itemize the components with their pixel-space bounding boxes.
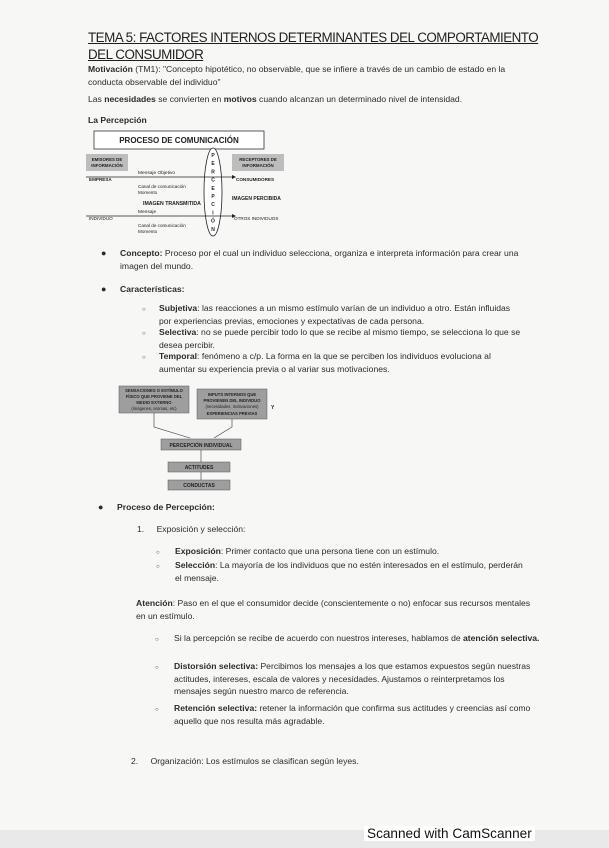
seleccion-label: Selección: [175, 560, 216, 570]
inputs-line3: (necesidades, motivaciones): [205, 404, 259, 409]
temporal-text: : fenómeno a c/p. La forma en la que se perciben los individuos evoluciona al aumentar su experiencia previa o al variar sus motivaciones.: [159, 351, 491, 374]
seleccion-text: : La mayoría de los individuos que no estén interesados en el estímulo, perderán el mensaje.: [175, 560, 523, 583]
atencion-selectiva-item: [155, 632, 540, 645]
canal1-line1: Canal de comunicación: [138, 184, 186, 189]
seleccion-item: [156, 559, 531, 584]
conductas-label: CONDUCTAS: [183, 483, 215, 489]
percepcion-heading: La Percepción: [88, 115, 147, 125]
percepcion-vertical-letter: I: [212, 210, 214, 217]
canal1-line2: Momento: [138, 190, 158, 195]
mensaje-label: Mensaje: [138, 210, 157, 215]
inputs-line2: PROVIENEN DEL INDIVIDUO: [203, 398, 261, 403]
sensaciones-line2: FÍSICO QUE PROVIENE DEL: [125, 394, 183, 399]
percepcion-vertical-letter: C: [211, 177, 215, 184]
receptores-line2: INFORMACIÓN: [242, 163, 274, 168]
atencion-paragraph: [136, 597, 536, 622]
retencion-selectiva-label: Retención selectiva:: [174, 703, 258, 713]
step2-text: Organización: Los estímulos se clasifican según leyes.: [150, 756, 359, 766]
percepcion-vertical-letter: E: [211, 161, 215, 168]
step1-heading: [137, 523, 245, 536]
percepcion-vertical-letter: E: [211, 185, 215, 192]
percepcion-vertical-letter: C: [211, 202, 215, 209]
necesidades-paragraph: [88, 93, 548, 106]
mensaje-objetivo: Mensaje Objetivo: [138, 171, 176, 176]
emisores-line2: INFORMACIÓN: [91, 163, 123, 168]
diagram1-title: PROCESO DE COMUNICACIÓN: [119, 136, 239, 145]
bullet-circle: ○: [155, 707, 159, 713]
selectiva-label: Selectiva: [159, 327, 197, 337]
necesidades-mid: se convierten en: [155, 94, 224, 104]
motivacion-label: Motivación: [88, 64, 133, 74]
emisores-line1: EMISORES DE: [91, 157, 123, 162]
caracteristicas-label: Características:: [120, 284, 185, 294]
bullet-circle: ○: [142, 307, 146, 313]
perception-flow-diagram: [118, 385, 288, 491]
bullet-dot: ●: [101, 284, 107, 294]
concepto-text: Proceso por el cual un individuo selecciona, organiza e interpreta información para crear una imagen del mundo.: [120, 248, 519, 271]
step1-number: 1.: [137, 524, 145, 534]
atencion-label: Atención: [136, 598, 173, 608]
imagen-transmitida: IMAGEN TRANSMITIDA: [143, 201, 201, 207]
page-title: TEMA 5: FACTORES INTERNOS DETERMINANTES DEL COMPORTAMIENTO DEL CONSUMIDOR: [88, 30, 539, 62]
percepcion-vertical-letter: Ó: [211, 218, 215, 225]
bullet-circle: ○: [156, 564, 160, 570]
caracteristica-selectiva: [142, 326, 522, 351]
atencion-text: : Paso en el que el consumidor decide (conscientemente o no) enfocar sus recursos mentales en un estímulo.: [136, 598, 531, 621]
exposicion-label: Exposición: [175, 546, 221, 556]
inputs-line4: EXPERIENCIAS PREVIAS: [206, 411, 258, 416]
sensaciones-line1: SENSACIONES O ESTÍMULO: [125, 388, 183, 393]
individuo-label: INDIVIDUO: [89, 216, 113, 221]
distorsion-selectiva-text: Percibimos los mensajes a los que estamos expuestos según nuestras actitudes, intereses, escala de valores y necesidades. Ajustamos o reinterpretamos los mensajes según nuestro marco de referencia.: [174, 661, 531, 696]
step1-label: Exposición y selección:: [156, 524, 246, 534]
concepto-label: Concepto:: [120, 248, 163, 258]
consumidores-label: CONSUMIDORES: [236, 177, 275, 182]
bullet-circle: ○: [155, 665, 159, 671]
inputs-line1: INPUTS INTERNOS QUE: [207, 392, 257, 397]
distorsion-selectiva-label: Distorsión selectiva:: [174, 661, 259, 671]
sensaciones-line4: (imágenes, aromas, etc): [131, 406, 177, 411]
bullet-circle: ○: [142, 331, 146, 337]
retencion-selectiva-text: retener la información que confirma sus actitudes y creencias así como aquello que nos resulta más agradable.: [174, 703, 531, 726]
exposicion-text: : Primer contacto que una persona tiene con un estímulo.: [220, 546, 440, 556]
percepcion-vertical-letter: R: [211, 169, 215, 176]
atencion-selectiva-pre: Si la percepción se recibe de acuerdo con nuestros intereses, hablamos de: [174, 633, 464, 643]
bullet-circle: ○: [155, 637, 159, 643]
percepcion-vertical-letter: N: [211, 226, 215, 233]
bullet-dot: ●: [101, 248, 107, 258]
selectiva-text: : no se puede percibir todo lo que se recibe al mismo tiempo, se selecciona lo que se desea percibir.: [159, 327, 521, 350]
retencion-selectiva-item: [155, 702, 540, 727]
caracteristica-subjetiva: [142, 302, 522, 327]
necesidades-word: necesidades: [104, 94, 156, 104]
bullet-circle: ○: [142, 355, 146, 361]
motivos-word: motivos: [223, 94, 257, 104]
step2-number: 2.: [131, 756, 139, 766]
distorsion-selectiva-item: [155, 660, 540, 698]
percepcion-individual-label: PERCEPCIÓN INDIVIDUAL: [169, 443, 233, 449]
proceso-label: Proceso de Percepción:: [117, 502, 215, 512]
camscanner-watermark: Scanned with CamScanner: [364, 826, 535, 841]
temporal-label: Temporal: [159, 351, 198, 361]
bullet-circle: ○: [156, 550, 160, 556]
caracteristicas-item: [101, 283, 185, 296]
empresa-label: EMPRESA: [89, 177, 112, 182]
subjetiva-label: Subjetiva: [159, 303, 198, 313]
imagen-percibida: IMAGEN PERCIBIDA: [232, 196, 281, 202]
motivacion-paragraph: [88, 63, 528, 88]
motivacion-text: (TM1): "Concepto hipotético, no observable, que se infiere a través de un cambio de estado en la conducta observable del individuo": [88, 64, 506, 87]
subjetiva-text: : las reacciones a un mismo estímulo varían de un individuo a otro. Están influidas por experiencias previas, emociones y expectativas de cada persona.: [159, 303, 511, 326]
proceso-item: [98, 501, 215, 514]
y-connector: Y: [271, 405, 275, 411]
canal2-line1: Canal de comunicación: [138, 223, 186, 228]
percepcion-vertical-letter: P: [211, 194, 215, 200]
receptores-line1: RECEPTORES DE: [239, 157, 277, 162]
necesidades-pre: Las: [88, 94, 105, 104]
caracteristica-temporal: [142, 350, 522, 375]
connector-right: [214, 419, 232, 438]
otros-individuos: OTROS INDIVIDUOS: [234, 216, 279, 221]
step2-item: [131, 755, 531, 768]
concepto-item: [101, 247, 541, 272]
bullet-dot: ●: [98, 502, 104, 512]
exposicion-item: [156, 545, 536, 558]
percepcion-vertical-letter: P: [211, 153, 215, 159]
actitudes-label: ACTITUDES: [184, 465, 214, 471]
necesidades-post: cuando alcanzan un determinado nivel de intensidad.: [256, 94, 463, 104]
connector-left: [154, 413, 190, 438]
atencion-selectiva-label: atención selectiva.: [463, 633, 540, 643]
sensaciones-line3: MEDIO EXTERNO: [136, 400, 172, 405]
canal2-line2: Momento: [138, 229, 158, 234]
communication-process-diagram: [86, 130, 286, 238]
